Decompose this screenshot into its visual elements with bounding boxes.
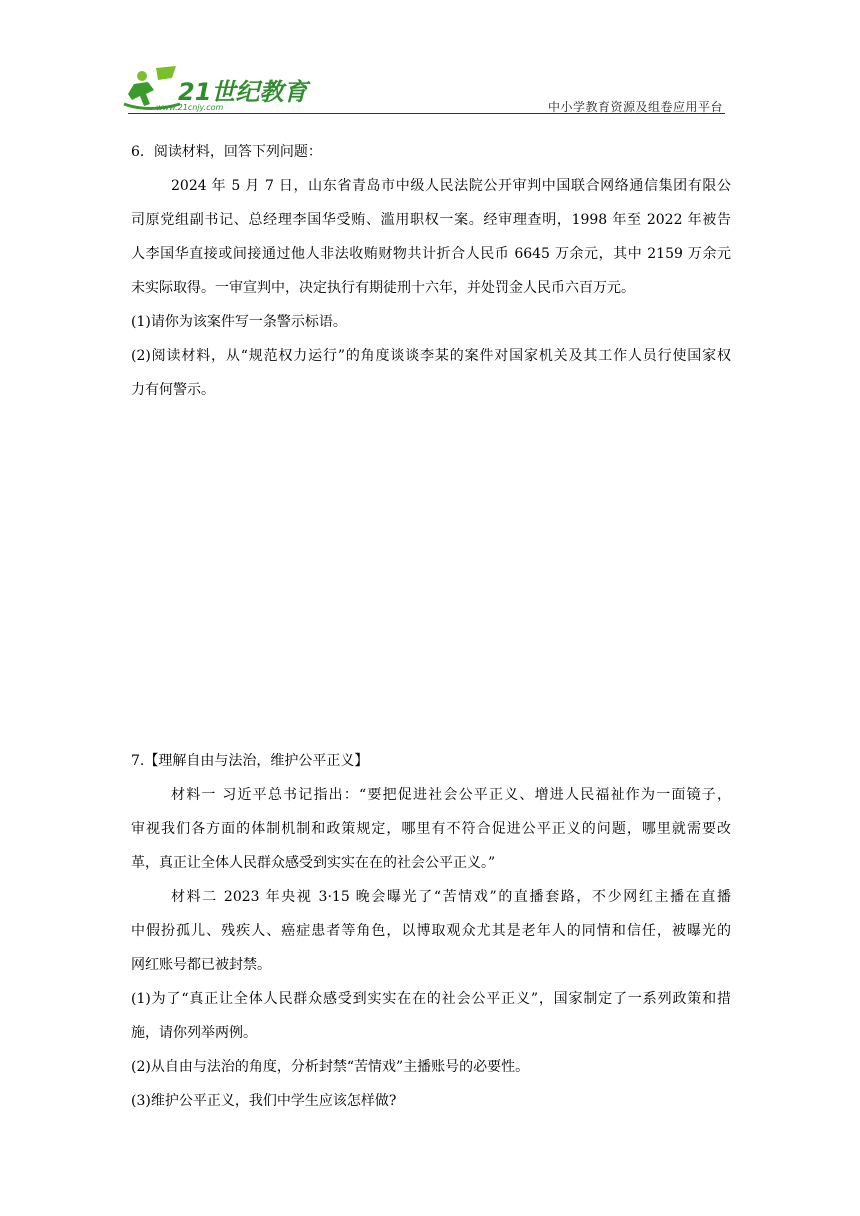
q6-title: 6．阅读材料，回答下列问题：	[131, 144, 322, 160]
q6-material-line: 人李国华直接或间接通过他人非法收贿财物共计折合人民币 6645 万余元，其中 2159 万余元	[131, 246, 731, 262]
q6-sub1: (1)请你为该案件写一条警示标语。	[131, 314, 347, 330]
q7-material1-line: 材料一 习近平总书记指出：“要把促进社会公平正义、增进人民福祉作为一面镜子，	[171, 787, 731, 803]
q7-material1-line: 革，真正让全体人民群众感受到实实在在的社会公平正义。”	[131, 855, 496, 871]
q7-sub1-line: 施，请你列举两例。	[131, 1025, 257, 1041]
svg-text:21世纪教育: 21世纪教育	[178, 78, 308, 106]
q6-material-line: 2024 年 5 月 7 日，山东省青岛市中级人民法院公开审判中国联合网络通信集团有限公	[171, 178, 731, 194]
q7-material2-line: 网红账号都已被封禁。	[131, 957, 271, 973]
q7-sub2: (2)从自由与法治的角度，分析封禁“苦情戏”主播账号的必要性。	[131, 1059, 530, 1075]
q6-sub2-line: (2)阅读材料，从“规范权力运行”的角度谈谈李某的案件对国家机关及其工作人员行使国家权	[131, 348, 731, 364]
platform-name: 中小学教育资源及组卷应用平台	[547, 100, 723, 114]
q7-sub1-line: (1)为了“真正让全体人民群众感受到实实在在的社会公平正义”，国家制定了一系列政策和措	[131, 991, 731, 1007]
q6-sub2-line: 力有何警示。	[131, 382, 215, 398]
svg-text:www.21cnjy.com: www.21cnjy.com	[156, 103, 224, 112]
q7-sub3: (3)维护公平正义，我们中学生应该怎样做?	[131, 1093, 397, 1109]
q6-material-line: 司原党组副书记、总经理李国华受贿、滥用职权一案。经审理查明，1998 年至 2022 年被告	[131, 212, 731, 228]
header-divider	[128, 113, 725, 114]
q6-material-line: 未实际取得。一审宣判中，决定执行有期徒刑十六年，并处罚金人民币六百万元。	[131, 280, 635, 296]
q7-material2-line: 中假扮孤儿、残疾人、癌症患者等角色，以博取观众尤其是老年人的同情和信任，被曝光的	[131, 923, 731, 939]
page-header	[120, 60, 725, 116]
21cnjy-logo	[120, 60, 320, 116]
q7-material1-line: 审视我们各方面的体制机制和政策规定，哪里有不符合促进公平正义的问题，哪里就需要改	[131, 821, 731, 837]
q7-title: 7.【理解自由与法治，维护公平正义】	[131, 753, 369, 769]
q7-material2-line: 材料二 2023 年央视 3·15 晚会曝光了“苦情戏”的直播套路，不少网红主播在直播	[171, 889, 731, 905]
